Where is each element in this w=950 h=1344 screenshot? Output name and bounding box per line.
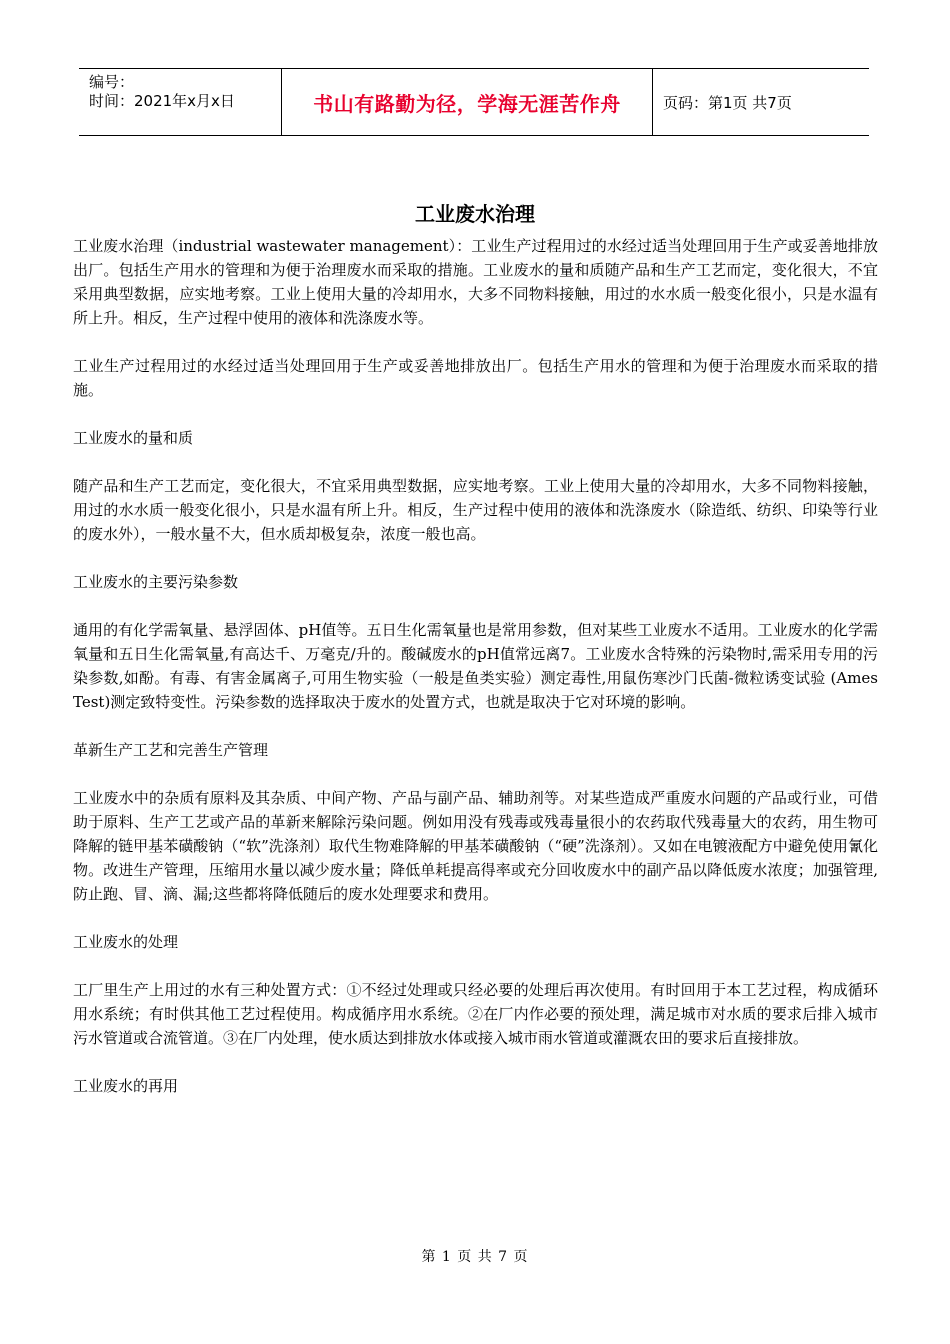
header-meta bbox=[79, 69, 281, 135]
section-heading-quantity-quality: 工业废水的量和质 bbox=[73, 429, 194, 447]
document-title: 工业废水治理 bbox=[415, 202, 535, 226]
header-motto: 书山有路勤为径，学海无涯苦作舟 bbox=[281, 69, 653, 135]
document-number-label: 编号： bbox=[89, 73, 135, 91]
document-body bbox=[73, 234, 878, 1122]
treatment-paragraph: 工厂里生产上用过的水有三种处置方式：①不经过处理或只经必要的处理后再次使用。有时回用于本工艺过程，构成循环用水系统；有时供其他工艺过程使用。构成循序用水系统。②在厂内作必要的预处理，满足城市对水质的要求后排入城市污水管道或合流管道。③在厂内处理，使水质达到排放水体或接入城市雨水管道或灌溉农田的要求后直接排放。 bbox=[73, 981, 878, 1047]
page-footer: 第 1 页 共 7 页 bbox=[421, 1249, 529, 1265]
summary-paragraph: 工业生产过程用过的水经过适当处理回用于生产或妥善地排放出厂。包括生产用水的管理和为便于治理废水而采取的措施。 bbox=[73, 357, 878, 399]
section-heading-treatment: 工业废水的处理 bbox=[73, 933, 179, 951]
quantity-quality-paragraph: 随产品和生产工艺而定，变化很大，不宜采用典型数据，应实地考察。工业上使用大量的冷却用水，大多不同物料接触，用过的水水质一般变化很小，只是水温有所上升。相反，生产过程中使用的液体和洗涤废水（除造纸、纺织、印染等行业的废水外），一般水量不大，但水质却极复杂，浓度一般也高。 bbox=[73, 477, 878, 543]
section-heading-process-innovation: 革新生产工艺和完善生产管理 bbox=[73, 741, 269, 759]
intro-paragraph: 工业废水治理（industrial wastewater management）：工业生产过程用过的水经过适当处理回用于生产或妥善地排放出厂。包括生产用水的管理和为便于治理废水而采取的措施。工业废水的量和质随产品和生产工艺而定，变化很大，不宜采用典型数据，应实地考察。工业上使用大量的冷却用水，大多不同物料接触，用过的水水质一般变化很小，只是水温有所上升。相反，生产过程中使用的液体和洗涤废水等。 bbox=[73, 237, 878, 327]
section-heading-reuse: 工业废水的再用 bbox=[73, 1077, 179, 1095]
pollution-parameters-paragraph: 通用的有化学需氧量、悬浮固体、pH值等。五日生化需氧量也是常用参数，但对某些工业废水不适用。工业废水的化学需氧量和五日生化需氧量,有高达千、万毫克/升的。酸碱废水的pH值常远离7。工业废水含特殊的污染物时,需采用专用的污染参数,如酚。有毒、有害金属离子,可用生物实验（一般是鱼类实验）测定毒性,用鼠伤寒沙门氏菌-微粒诱变试验 (Ames Test)测定致特变性。污染参数的选择取决于废水的处置方式，也就是取决于它对环境的影响。 bbox=[73, 621, 878, 711]
document-date-label: 时间：2021年x月x日 bbox=[89, 92, 235, 110]
header-page-info: 页码：第1页 共7页 bbox=[663, 93, 792, 112]
process-innovation-paragraph: 工业废水中的杂质有原料及其杂质、中间产物、产品与副产品、辅助剂等。对某些造成严重废水问题的产品或行业，可借助于原料、生产工艺或产品的革新来解除污染问题。例如用没有残毒或残毒量很小的农药取代残毒量大的农药，用生物可降解的链甲基苯磺酸钠（“软”洗涤剂）取代生物难降解的甲基苯磺酸钠（“硬”洗涤剂）。又如在电镀液配方中避免使用氰化物。改进生产管理，压缩用水量以减少废水量；降低单耗提高得率或充分回收废水中的副产品以降低废水浓度；加强管理,防止跑、冒、滴、漏;这些都将降低随后的废水处理要求和费用。 bbox=[73, 789, 878, 903]
section-heading-pollution-parameters: 工业废水的主要污染参数 bbox=[73, 573, 239, 591]
page-header bbox=[79, 68, 869, 136]
